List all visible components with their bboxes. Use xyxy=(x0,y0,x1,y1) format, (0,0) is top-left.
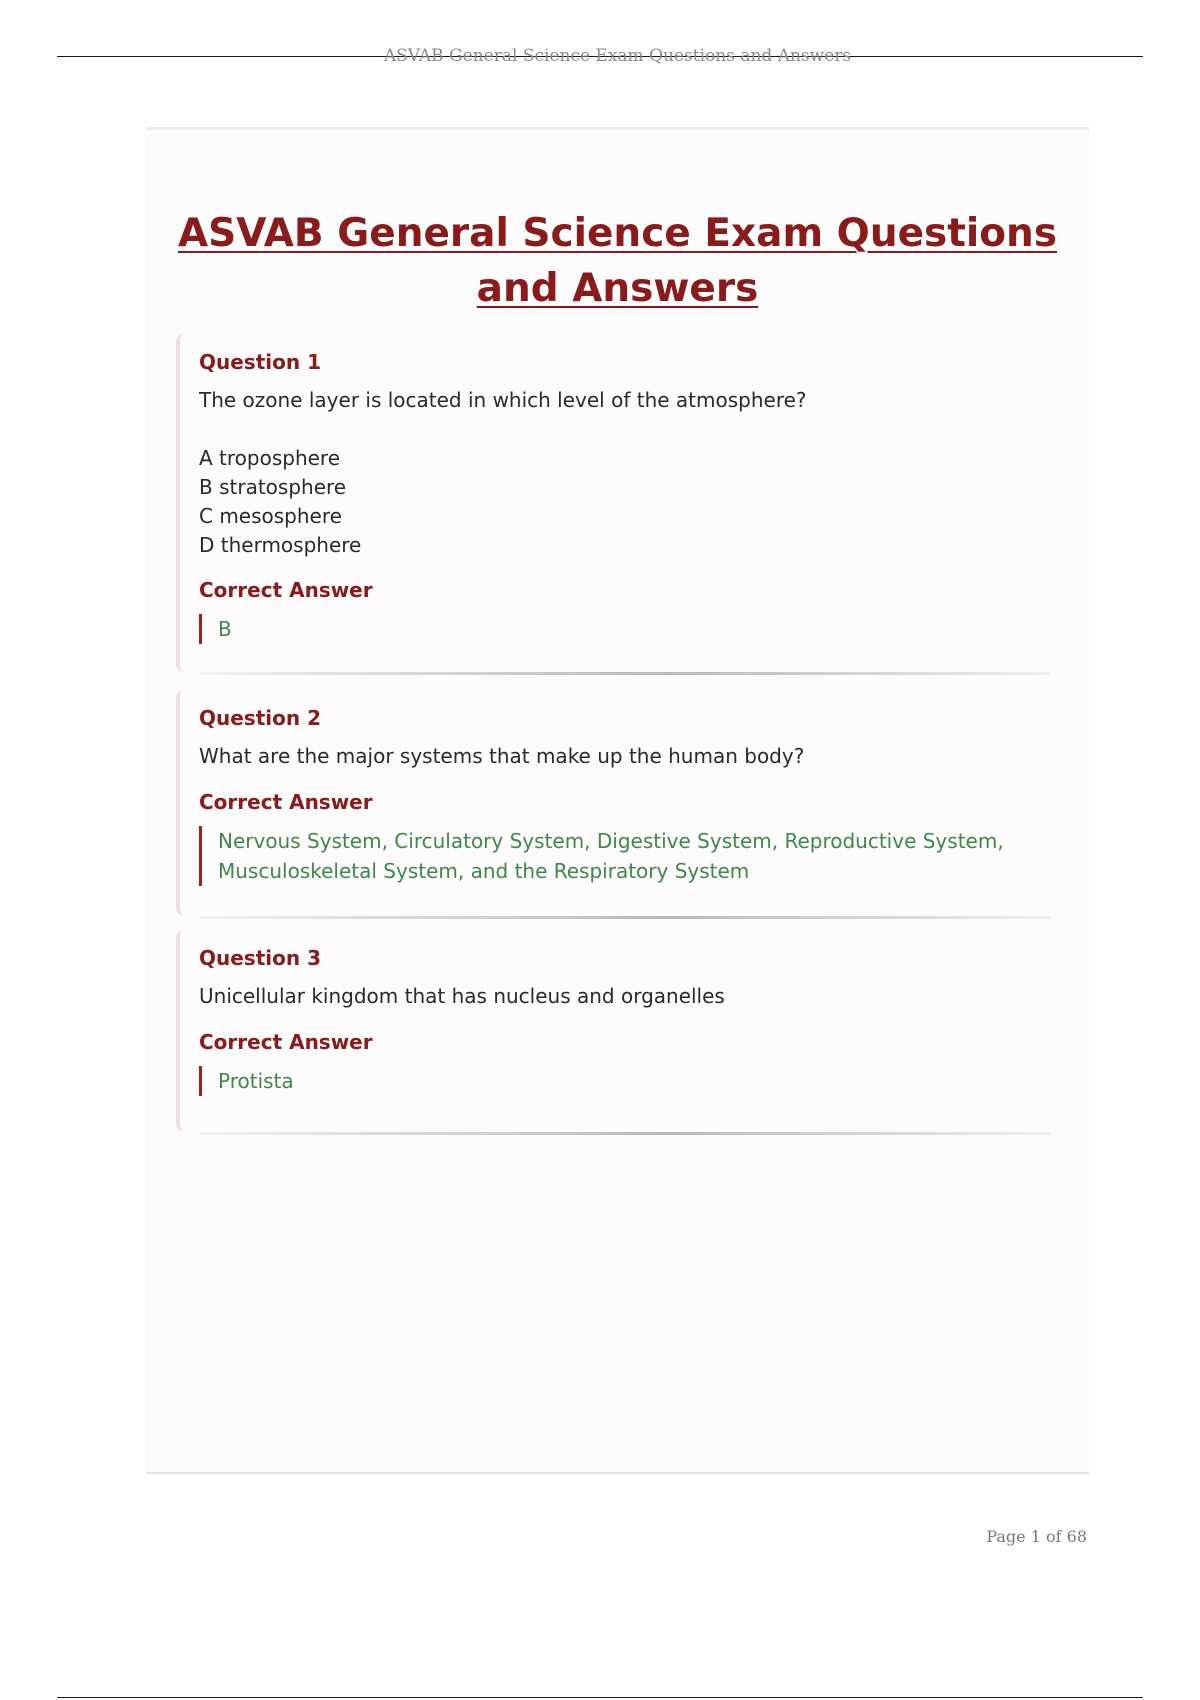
correct-answer: Protista xyxy=(199,1066,1018,1096)
document-title: ASVAB General Science Exam Questions and Answers xyxy=(177,211,1058,311)
correct-answer: Nervous System, Circulatory System, Digestive System, Reproductive System, Musculoskeletal System, and the Respiratory System xyxy=(199,826,1018,886)
answer-options xyxy=(199,444,361,560)
option-c: C mesosphere xyxy=(199,504,342,528)
question-heading: Question 3 xyxy=(199,946,321,970)
question-card xyxy=(176,690,1050,916)
running-header: ASVAB General Science Exam Questions and Answers xyxy=(383,46,852,66)
page-number: Page 1 of 68 xyxy=(986,1527,1087,1546)
question-card xyxy=(176,930,1050,1132)
footer-rule xyxy=(57,1697,1143,1698)
question-heading: Question 2 xyxy=(199,706,321,730)
question-card xyxy=(176,334,1050,672)
correct-answer-label: Correct Answer xyxy=(199,1030,373,1054)
correct-answer: B xyxy=(199,614,1018,644)
correct-answer-label: Correct Answer xyxy=(199,578,373,602)
option-b: B stratosphere xyxy=(199,475,347,499)
correct-answer-label: Correct Answer xyxy=(199,790,373,814)
question-text: What are the major systems that make up the human body? xyxy=(199,744,805,768)
question-heading: Question 1 xyxy=(199,350,321,374)
question-text: Unicellular kingdom that has nucleus and organelles xyxy=(199,984,725,1008)
option-d: D thermosphere xyxy=(199,533,362,557)
option-a: A troposphere xyxy=(199,446,341,470)
question-text: The ozone layer is located in which level of the atmosphere? xyxy=(199,388,807,412)
